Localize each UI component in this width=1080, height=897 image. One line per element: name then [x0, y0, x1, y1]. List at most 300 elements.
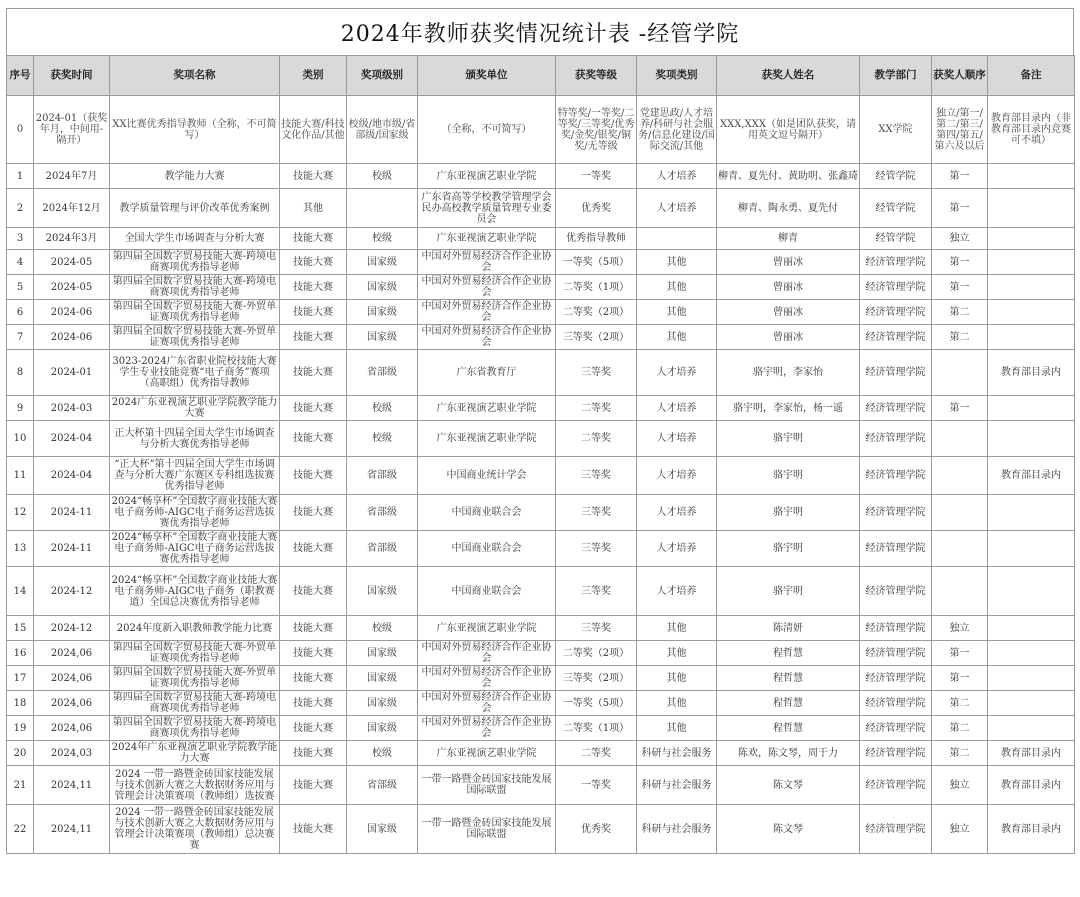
cell-department[interactable]: 经济管理学院 [860, 396, 932, 421]
cell-winner-order[interactable] [932, 495, 988, 531]
cell-award-date[interactable]: 2024年12月 [34, 189, 110, 228]
cell-award-level[interactable]: 校级 [347, 396, 418, 421]
cell-award-level[interactable]: 省部级 [347, 531, 418, 567]
cell-award-type[interactable] [637, 228, 717, 250]
cell-seq[interactable]: 21 [7, 766, 34, 805]
cell-issuer[interactable]: 广东亚视演艺职业学院 [418, 741, 556, 766]
cell-winner-order[interactable] [932, 457, 988, 495]
cell-award-grade[interactable]: 一等奖（5项） [556, 691, 637, 716]
cell-remarks[interactable]: 教育部目录内 [988, 741, 1075, 766]
cell-award-name[interactable]: 2024“畅享杯”全国数字商业技能大赛电子商务师-AIGC电子商务运营选拔赛优秀指导老师 [110, 531, 280, 567]
cell-winners[interactable]: 柳青、夏先付、黄助明、张鑫琦 [717, 164, 860, 189]
cell-award-date[interactable]: 2024-11 [34, 495, 110, 531]
cell-winner-order[interactable]: 第一 [932, 164, 988, 189]
cell-winners[interactable]: 曾丽冰 [717, 250, 860, 275]
cell-award-type[interactable]: 人才培养 [637, 396, 717, 421]
cell-issuer[interactable]: 中国商业统计学会 [418, 457, 556, 495]
cell-category[interactable]: 技能大赛 [280, 741, 347, 766]
table-row [7, 766, 1075, 805]
cell-category[interactable]: 技能大赛 [280, 164, 347, 189]
cell-winners[interactable]: 陈清妍 [717, 616, 860, 641]
cell-winners[interactable]: 骆宇明 [717, 531, 860, 567]
cell-award-date[interactable]: 2024-03 [34, 396, 110, 421]
cell-winner-order[interactable] [932, 531, 988, 567]
cell-award-level[interactable]: 国家级 [347, 300, 418, 325]
cell-award-name[interactable]: 2024年广东亚视演艺职业学院教学能力大赛 [110, 741, 280, 766]
cell-department[interactable]: 经济管理学院 [860, 421, 932, 457]
cell-winner-order[interactable] [932, 350, 988, 396]
cell-issuer[interactable]: 中国对外贸易经济合作企业协会 [418, 691, 556, 716]
cell-winners[interactable]: 程哲慧 [717, 641, 860, 666]
cell-department[interactable]: 经济管理学院 [860, 716, 932, 741]
cell-winners[interactable]: 陈文琴 [717, 766, 860, 805]
cell-department[interactable]: 经济管理学院 [860, 300, 932, 325]
cell-department[interactable]: 经济管理学院 [860, 805, 932, 854]
cell-remarks[interactable] [988, 325, 1075, 350]
cell-remarks[interactable] [988, 716, 1075, 741]
cell-seq[interactable]: 0 [7, 96, 34, 164]
cell-winner-order[interactable]: 第二 [932, 716, 988, 741]
table-row [7, 805, 1075, 854]
cell-winner-order[interactable]: 独立 [932, 766, 988, 805]
cell-award-type[interactable]: 人才培养 [637, 350, 717, 396]
cell-award-level[interactable]: 国家级 [347, 250, 418, 275]
cell-award-level[interactable]: 国家级 [347, 567, 418, 616]
cell-award-grade[interactable]: 优秀奖 [556, 189, 637, 228]
cell-award-grade[interactable]: 二等奖（1项） [556, 275, 637, 300]
cell-winners[interactable]: 程哲慧 [717, 666, 860, 691]
cell-winner-order[interactable]: 第二 [932, 741, 988, 766]
cell-category[interactable]: 其他 [280, 189, 347, 228]
cell-award-name[interactable]: 第四届全国数字贸易技能大赛-外贸单证赛项优秀指导老师 [110, 641, 280, 666]
cell-seq[interactable]: 9 [7, 396, 34, 421]
cell-remarks[interactable] [988, 531, 1075, 567]
cell-award-date[interactable]: 2024,03 [34, 741, 110, 766]
cell-issuer[interactable]: 广东亚视演艺职业学院 [418, 421, 556, 457]
cell-award-level[interactable]: 国家级 [347, 666, 418, 691]
cell-issuer[interactable]: 广东亚视演艺职业学院 [418, 228, 556, 250]
cell-issuer[interactable]: （全称，不可简写） [418, 96, 556, 164]
cell-department[interactable]: 经济管理学院 [860, 741, 932, 766]
cell-issuer[interactable]: 广东省教育厅 [418, 350, 556, 396]
cell-seq[interactable]: 16 [7, 641, 34, 666]
cell-issuer[interactable]: 广东亚视演艺职业学院 [418, 164, 556, 189]
table-row [7, 350, 1075, 396]
cell-department[interactable]: 经济管理学院 [860, 495, 932, 531]
cell-award-grade[interactable]: 三等奖（2项） [556, 325, 637, 350]
cell-department[interactable]: 经济管理学院 [860, 666, 932, 691]
cell-remarks[interactable] [988, 275, 1075, 300]
cell-award-grade[interactable]: 三等奖（2项） [556, 666, 637, 691]
cell-award-name[interactable]: 第四届全国数字贸易技能大赛-跨境电商赛项优秀指导老师 [110, 716, 280, 741]
cell-category[interactable]: 技能大赛 [280, 350, 347, 396]
cell-award-date[interactable]: 2024-11 [34, 531, 110, 567]
cell-award-name[interactable]: 2024 一带一路暨金砖国家技能发展与技术创新大赛之大数据财务应用与管理会计决策赛项（教师组）选拔赛 [110, 766, 280, 805]
cell-award-type[interactable]: 其他 [637, 325, 717, 350]
cell-award-level[interactable]: 省部级 [347, 495, 418, 531]
cell-award-name[interactable]: 第四届全国数字贸易技能大赛-外贸单证赛项优秀指导老师 [110, 325, 280, 350]
cell-award-type[interactable]: 人才培养 [637, 421, 717, 457]
cell-award-type[interactable]: 其他 [637, 616, 717, 641]
cell-winner-order[interactable]: 第一 [932, 641, 988, 666]
cell-winner-order[interactable]: 第一 [932, 189, 988, 228]
cell-category[interactable]: 技能大赛 [280, 228, 347, 250]
cell-remarks[interactable] [988, 164, 1075, 189]
cell-department[interactable]: 经管学院 [860, 189, 932, 228]
cell-seq[interactable]: 15 [7, 616, 34, 641]
cell-award-date[interactable]: 2024-06 [34, 300, 110, 325]
cell-award-date[interactable]: 2024-12 [34, 616, 110, 641]
cell-remarks[interactable]: 教育部目录内 [988, 805, 1075, 854]
cell-remarks[interactable] [988, 666, 1075, 691]
cell-award-date[interactable]: 2024-05 [34, 250, 110, 275]
table-row [7, 531, 1075, 567]
cell-remarks[interactable] [988, 250, 1075, 275]
cell-award-grade[interactable]: 二等奖 [556, 396, 637, 421]
cell-award-grade[interactable]: 二等奖（2项） [556, 300, 637, 325]
sheet-title: 2024年教师获奖情况统计表 -经管学院 [6, 8, 1074, 55]
cell-award-level[interactable]: 国家级 [347, 325, 418, 350]
header-award-grade: 获奖等级 [556, 56, 637, 96]
cell-winner-order[interactable]: 独立 [932, 616, 988, 641]
table-row [7, 325, 1075, 350]
cell-award-name[interactable]: 教学能力大赛 [110, 164, 280, 189]
cell-seq[interactable]: 3 [7, 228, 34, 250]
cell-seq[interactable]: 11 [7, 457, 34, 495]
cell-winner-order[interactable]: 第二 [932, 691, 988, 716]
cell-seq[interactable]: 17 [7, 666, 34, 691]
cell-award-type[interactable]: 人才培养 [637, 457, 717, 495]
cell-award-name[interactable]: 2024“畅享杯”全国数字商业技能大赛电子商务师-AIGC电子商务运营选拔赛优秀指导老师 [110, 495, 280, 531]
cell-category[interactable]: 技能大赛 [280, 805, 347, 854]
cell-issuer[interactable]: 中国对外贸易经济合作企业协会 [418, 250, 556, 275]
cell-award-level[interactable]: 国家级 [347, 641, 418, 666]
cell-award-date[interactable]: 2024年7月 [34, 164, 110, 189]
cell-category[interactable]: 技能大赛 [280, 716, 347, 741]
cell-issuer[interactable]: 中国对外贸易经济合作企业协会 [418, 275, 556, 300]
cell-award-grade[interactable]: 一等奖 [556, 164, 637, 189]
cell-remarks[interactable] [988, 396, 1075, 421]
cell-award-name[interactable]: XX比赛优秀指导教师（全称，不可简写） [110, 96, 280, 164]
cell-award-grade[interactable]: 一等奖 [556, 766, 637, 805]
cell-category[interactable]: 技能大赛 [280, 766, 347, 805]
cell-award-name[interactable]: 2024 一带一路暨金砖国家技能发展与技术创新大赛之大数据财务应用与管理会计决策赛项（教师组）总决赛赛 [110, 805, 280, 854]
cell-remarks[interactable] [988, 616, 1075, 641]
cell-winner-order[interactable]: 第一 [932, 250, 988, 275]
cell-award-name[interactable]: 第四届全国数字贸易技能大赛-外贸单证赛项优秀指导老师 [110, 300, 280, 325]
cell-award-date[interactable]: 2024-01 [34, 350, 110, 396]
cell-remarks[interactable] [988, 300, 1075, 325]
cell-award-type[interactable]: 其他 [637, 275, 717, 300]
cell-category[interactable]: 技能大赛 [280, 421, 347, 457]
cell-award-grade[interactable]: 三等奖 [556, 495, 637, 531]
cell-award-level[interactable]: 校级 [347, 616, 418, 641]
cell-award-type[interactable]: 其他 [637, 300, 717, 325]
cell-category[interactable]: 技能大赛 [280, 495, 347, 531]
cell-category[interactable]: 技能大赛 [280, 300, 347, 325]
cell-department[interactable]: 经管学院 [860, 164, 932, 189]
cell-award-type[interactable]: 其他 [637, 250, 717, 275]
cell-award-type[interactable]: 其他 [637, 666, 717, 691]
cell-winner-order[interactable]: 独立 [932, 228, 988, 250]
awards-table [6, 55, 1075, 854]
cell-award-grade[interactable]: 二等奖（2项） [556, 641, 637, 666]
cell-issuer[interactable]: 中国商业联合会 [418, 531, 556, 567]
cell-winners[interactable]: 骆宇明 [717, 421, 860, 457]
cell-seq[interactable]: 4 [7, 250, 34, 275]
cell-issuer[interactable]: 中国对外贸易经济合作企业协会 [418, 716, 556, 741]
cell-award-date[interactable]: 2024,06 [34, 716, 110, 741]
table-row [7, 741, 1075, 766]
cell-award-name[interactable]: 3023-2024广东省职业院校技能大赛学生专业技能竞赛“电子商务”赛项（高职组）优秀指导教师 [110, 350, 280, 396]
cell-award-name[interactable]: 第四届全国数字贸易技能大赛-跨境电商赛项优秀指导老师 [110, 691, 280, 716]
table-row [7, 164, 1075, 189]
cell-category[interactable]: 技能大赛/科技文化作品/其他 [280, 96, 347, 164]
cell-winners[interactable]: XXX,XXX（如是团队获奖，请用英文逗号隔开） [717, 96, 860, 164]
cell-remarks[interactable] [988, 567, 1075, 616]
cell-award-grade[interactable]: 优秀奖 [556, 805, 637, 854]
cell-award-date[interactable]: 2024-05 [34, 275, 110, 300]
cell-award-date[interactable]: 2024年3月 [34, 228, 110, 250]
cell-winner-order[interactable]: 第二 [932, 325, 988, 350]
cell-award-level[interactable] [347, 189, 418, 228]
cell-award-name[interactable]: 2024“畅享杯”全国数字商业技能大赛电子商务师-AIGC电子商务（职教赛道）全国总决赛优秀指导老师 [110, 567, 280, 616]
header-department: 教学部门 [860, 56, 932, 96]
header-award-name: 奖项名称 [110, 56, 280, 96]
cell-seq[interactable]: 19 [7, 716, 34, 741]
cell-award-name[interactable]: 2024广东亚视演艺职业学院教学能力大赛 [110, 396, 280, 421]
cell-award-grade[interactable]: 三等奖 [556, 457, 637, 495]
cell-award-grade[interactable]: 三等奖 [556, 616, 637, 641]
cell-award-type[interactable]: 其他 [637, 641, 717, 666]
cell-winners[interactable]: 程哲慧 [717, 716, 860, 741]
cell-winners[interactable]: 柳青 [717, 228, 860, 250]
cell-department[interactable]: 经济管理学院 [860, 531, 932, 567]
table-row [7, 228, 1075, 250]
cell-remarks[interactable]: 教育部目录内 [988, 457, 1075, 495]
cell-award-level[interactable]: 校级 [347, 741, 418, 766]
cell-award-grade[interactable]: 二等奖 [556, 741, 637, 766]
cell-award-type[interactable]: 人才培养 [637, 189, 717, 228]
cell-seq[interactable]: 6 [7, 300, 34, 325]
cell-issuer[interactable]: 中国商业联合会 [418, 567, 556, 616]
cell-award-date[interactable]: 2024,11 [34, 766, 110, 805]
cell-remarks[interactable]: 教育部目录内（非教育部目录内竞赛可不填） [988, 96, 1075, 164]
cell-issuer[interactable]: 广东亚视演艺职业学院 [418, 396, 556, 421]
cell-award-date[interactable]: 2024-12 [34, 567, 110, 616]
cell-department[interactable]: 经济管理学院 [860, 616, 932, 641]
cell-award-date[interactable]: 2024,06 [34, 691, 110, 716]
cell-award-level[interactable]: 省部级 [347, 350, 418, 396]
cell-award-date[interactable]: 2024-06 [34, 325, 110, 350]
cell-award-type[interactable]: 科研与社会服务 [637, 741, 717, 766]
cell-award-grade[interactable]: 三等奖 [556, 350, 637, 396]
cell-award-date[interactable]: 2024,11 [34, 805, 110, 854]
cell-award-grade[interactable]: 特等奖/一等奖/二等奖/三等奖/优秀奖/金奖/银奖/铜奖/无等级 [556, 96, 637, 164]
cell-issuer[interactable]: 中国商业联合会 [418, 495, 556, 531]
cell-department[interactable]: 经济管理学院 [860, 641, 932, 666]
cell-award-type[interactable]: 其他 [637, 691, 717, 716]
cell-award-level[interactable]: 国家级 [347, 805, 418, 854]
cell-award-grade[interactable]: 优秀指导教师 [556, 228, 637, 250]
cell-winners[interactable]: 陈文琴 [717, 805, 860, 854]
cell-category[interactable]: 技能大赛 [280, 567, 347, 616]
cell-winners[interactable]: 骆宇明，李家怡，杨一遥 [717, 396, 860, 421]
cell-award-date[interactable]: 2024-04 [34, 457, 110, 495]
cell-winner-order[interactable]: 第一 [932, 666, 988, 691]
cell-award-level[interactable]: 国家级 [347, 275, 418, 300]
cell-award-name[interactable]: 正大杯第十四届全国大学生市场调查与分析大赛优秀指导老师 [110, 421, 280, 457]
cell-award-level[interactable]: 校级 [347, 164, 418, 189]
header-award-level: 奖项级别 [347, 56, 418, 96]
cell-award-date[interactable]: 2024-04 [34, 421, 110, 457]
cell-winner-order[interactable] [932, 567, 988, 616]
cell-remarks[interactable]: 教育部目录内 [988, 350, 1075, 396]
cell-category[interactable]: 技能大赛 [280, 396, 347, 421]
cell-winners[interactable]: 骆宇明 [717, 457, 860, 495]
cell-seq[interactable]: 22 [7, 805, 34, 854]
cell-award-grade[interactable]: 二等奖 [556, 421, 637, 457]
cell-department[interactable]: 经济管理学院 [860, 350, 932, 396]
cell-winners[interactable]: 曾丽冰 [717, 300, 860, 325]
cell-winners[interactable]: 骆宇明 [717, 495, 860, 531]
cell-department[interactable]: 经济管理学院 [860, 325, 932, 350]
cell-category[interactable]: 技能大赛 [280, 325, 347, 350]
cell-issuer[interactable]: 广东省高等学校教学管理学会民办高校教学质量管理专业委员会 [418, 189, 556, 228]
cell-winners[interactable]: 程哲慧 [717, 691, 860, 716]
cell-issuer[interactable]: 广东亚视演艺职业学院 [418, 616, 556, 641]
cell-award-name[interactable]: 第四届全国数字贸易技能大赛-跨境电商赛项优秀指导老师 [110, 250, 280, 275]
header-category: 类别 [280, 56, 347, 96]
cell-remarks[interactable] [988, 421, 1075, 457]
cell-winners[interactable]: 骆宇明，李家怡 [717, 350, 860, 396]
cell-seq[interactable]: 8 [7, 350, 34, 396]
cell-award-type[interactable]: 人才培养 [637, 495, 717, 531]
table-row [7, 641, 1075, 666]
cell-award-type[interactable]: 科研与社会服务 [637, 766, 717, 805]
cell-award-date[interactable]: 2024,06 [34, 641, 110, 666]
cell-award-level[interactable]: 国家级 [347, 691, 418, 716]
cell-winners[interactable]: 曾丽冰 [717, 275, 860, 300]
cell-category[interactable]: 技能大赛 [280, 691, 347, 716]
header-issuer: 颁奖单位 [418, 56, 556, 96]
cell-award-grade[interactable]: 三等奖 [556, 531, 637, 567]
cell-seq[interactable]: 14 [7, 567, 34, 616]
cell-award-date[interactable]: 2024,06 [34, 666, 110, 691]
table-row [7, 275, 1075, 300]
cell-seq[interactable]: 7 [7, 325, 34, 350]
cell-remarks[interactable] [988, 495, 1075, 531]
cell-winners[interactable]: 骆宇明 [717, 567, 860, 616]
cell-category[interactable]: 技能大赛 [280, 666, 347, 691]
cell-award-grade[interactable]: 二等奖（1项） [556, 716, 637, 741]
cell-seq[interactable]: 1 [7, 164, 34, 189]
cell-remarks[interactable] [988, 691, 1075, 716]
cell-winner-order[interactable]: 独立/第一/第二/第三/第四/第五/第六及以后 [932, 96, 988, 164]
cell-award-type[interactable]: 人才培养 [637, 567, 717, 616]
cell-award-grade[interactable]: 三等奖 [556, 567, 637, 616]
cell-issuer[interactable]: 一带一路暨金砖国家技能发展国际联盟 [418, 805, 556, 854]
cell-issuer[interactable]: 中国对外贸易经济合作企业协会 [418, 666, 556, 691]
cell-winner-order[interactable] [932, 421, 988, 457]
cell-award-level[interactable]: 校级/地市级/省部级/国家级 [347, 96, 418, 164]
cell-category[interactable]: 技能大赛 [280, 616, 347, 641]
cell-department[interactable]: 经济管理学院 [860, 567, 932, 616]
cell-award-level[interactable]: 省部级 [347, 766, 418, 805]
cell-category[interactable]: 技能大赛 [280, 275, 347, 300]
cell-winners[interactable]: 柳青、陶永勇、夏先付 [717, 189, 860, 228]
cell-winners[interactable]: 曾丽冰 [717, 325, 860, 350]
cell-award-name[interactable]: 第四届全国数字贸易技能大赛-外贸单证赛项优秀指导老师 [110, 666, 280, 691]
cell-award-name[interactable]: 第四届全国数字贸易技能大赛-跨境电商赛项优秀指导老师 [110, 275, 280, 300]
table-row [7, 666, 1075, 691]
cell-award-level[interactable]: 省部级 [347, 457, 418, 495]
cell-issuer[interactable]: 中国对外贸易经济合作企业协会 [418, 325, 556, 350]
cell-issuer[interactable]: 中国对外贸易经济合作企业协会 [418, 641, 556, 666]
cell-issuer[interactable]: 中国对外贸易经济合作企业协会 [418, 300, 556, 325]
cell-award-level[interactable]: 校级 [347, 421, 418, 457]
cell-seq[interactable]: 10 [7, 421, 34, 457]
cell-issuer[interactable]: 一带一路暨金砖国家技能发展国际联盟 [418, 766, 556, 805]
cell-winner-order[interactable]: 第一 [932, 396, 988, 421]
cell-seq[interactable]: 13 [7, 531, 34, 567]
cell-seq[interactable]: 12 [7, 495, 34, 531]
cell-remarks[interactable] [988, 228, 1075, 250]
spreadsheet [6, 8, 1074, 854]
table-row [7, 396, 1075, 421]
cell-award-level[interactable]: 国家级 [347, 716, 418, 741]
cell-department[interactable]: 经济管理学院 [860, 691, 932, 716]
cell-award-level[interactable]: 校级 [347, 228, 418, 250]
header-remarks: 备注 [988, 56, 1075, 96]
cell-seq[interactable]: 2 [7, 189, 34, 228]
cell-category[interactable]: 技能大赛 [280, 641, 347, 666]
cell-award-type[interactable]: 党建思政/人才培养/科研与社会服务/信息化建设/国际交流/其他 [637, 96, 717, 164]
cell-winners[interactable]: 陈欢，陈文琴，周于力 [717, 741, 860, 766]
cell-award-name[interactable]: 教学质量管理与评价改革优秀案例 [110, 189, 280, 228]
cell-winner-order[interactable]: 独立 [932, 805, 988, 854]
cell-category[interactable]: 技能大赛 [280, 250, 347, 275]
cell-department[interactable]: 经济管理学院 [860, 766, 932, 805]
cell-category[interactable]: 技能大赛 [280, 457, 347, 495]
cell-category[interactable]: 技能大赛 [280, 531, 347, 567]
table-row [7, 189, 1075, 228]
cell-award-type[interactable]: 科研与社会服务 [637, 805, 717, 854]
cell-department[interactable]: 经管学院 [860, 228, 932, 250]
cell-remarks[interactable]: 教育部目录内 [988, 766, 1075, 805]
cell-department[interactable]: 经济管理学院 [860, 275, 932, 300]
cell-award-grade[interactable]: 一等奖（5项） [556, 250, 637, 275]
cell-seq[interactable]: 18 [7, 691, 34, 716]
cell-award-name[interactable]: 2024年度新入职教师教学能力比赛 [110, 616, 280, 641]
cell-department[interactable]: 经济管理学院 [860, 250, 932, 275]
cell-department[interactable]: 经济管理学院 [860, 457, 932, 495]
table-row [7, 300, 1075, 325]
cell-award-type[interactable]: 其他 [637, 716, 717, 741]
cell-remarks[interactable] [988, 641, 1075, 666]
cell-winner-order[interactable]: 第二 [932, 300, 988, 325]
cell-department[interactable]: XX学院 [860, 96, 932, 164]
cell-seq[interactable]: 20 [7, 741, 34, 766]
cell-remarks[interactable] [988, 189, 1075, 228]
cell-award-type[interactable]: 人才培养 [637, 164, 717, 189]
cell-award-date[interactable]: 2024-01（获奖年月，中间用-隔开） [34, 96, 110, 164]
cell-award-type[interactable]: 人才培养 [637, 531, 717, 567]
cell-winner-order[interactable]: 第一 [932, 275, 988, 300]
cell-award-name[interactable]: “正大杯”第十四届全国大学生市场调查与分析大赛广东赛区专科组选拔赛优秀指导老师 [110, 457, 280, 495]
cell-award-name[interactable]: 全国大学生市场调查与分析大赛 [110, 228, 280, 250]
cell-seq[interactable]: 5 [7, 275, 34, 300]
